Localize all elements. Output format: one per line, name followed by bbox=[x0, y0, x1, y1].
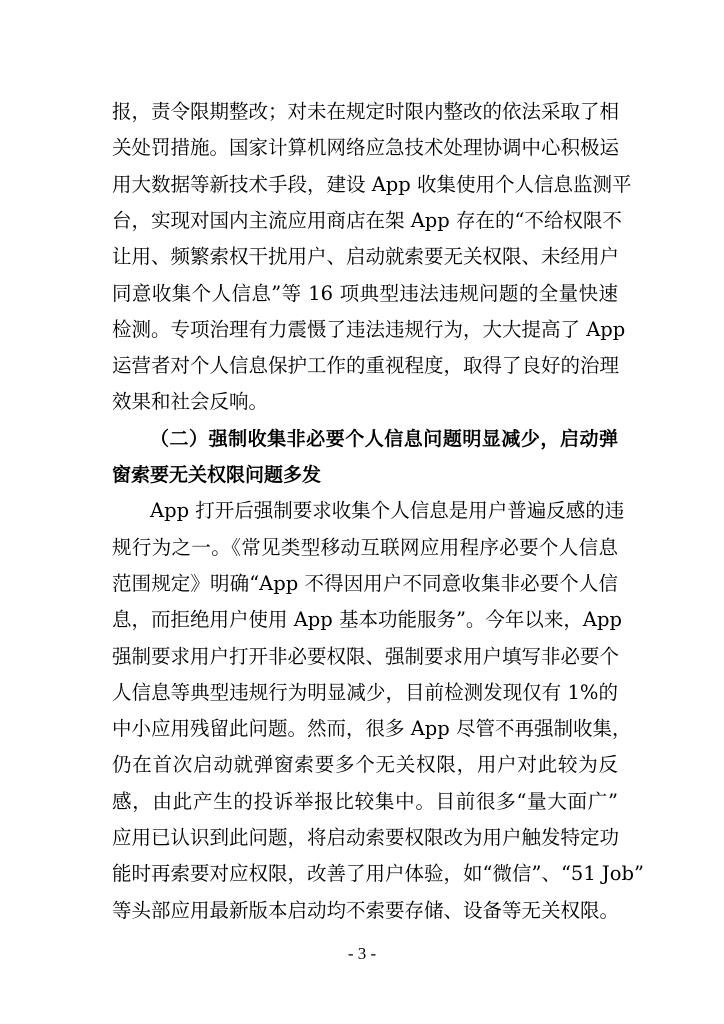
body-line: 中小应用残留此问题。然而，很多 App 尽管不再强制收集， bbox=[112, 717, 632, 741]
body-line: 人信息等典型违规行为明显减少，目前检测发现仅有 1%的 bbox=[112, 680, 618, 704]
body-line: 让用、频繁索权干扰用户、启动就索要无关权限、未经用户 bbox=[112, 245, 620, 269]
body-line: 规行为之一。《常见类型移动互联网应用程序必要个人信息 bbox=[112, 535, 618, 559]
body-line: 息，而拒绝用户使用 App 基本功能服务”。今年以来，App bbox=[112, 608, 622, 632]
body-line: 关处罚措施。国家计算机网络应急技术处理协调中心积极运 bbox=[112, 136, 620, 160]
section-heading-line: （二）强制收集非必要个人信息问题明显减少，启动弹 bbox=[150, 427, 618, 450]
body-line: 等头部应用最新版本启动均不索要存储、设备等无关权限。 bbox=[112, 898, 620, 922]
page-number: - 3 - bbox=[347, 944, 377, 963]
section-heading-line: 窗索要无关权限问题多发 bbox=[112, 464, 322, 486]
body-line: 强制要求用户打开非必要权限、强制要求用户填写非必要个 bbox=[112, 644, 620, 668]
body-line: 同意收集个人信息”等 16 项典型违法违规问题的全量快速 bbox=[112, 281, 618, 305]
body-line: 用大数据等新技术手段，建设 App 收集使用个人信息监测平 bbox=[112, 172, 632, 196]
body-line: 效果和社会反响。 bbox=[112, 390, 269, 414]
body-line: 报，责令限期整改；对未在规定时限内整改的依法采取了相 bbox=[112, 100, 620, 123]
body-line: 仍在首次启动就弹窗索要多个无关权限，用户对此较为反 bbox=[112, 753, 618, 777]
body-line: 范围规定》明确“App 不得因用户不同意收集非必要个人信 bbox=[112, 571, 618, 595]
body-line: 能时再索要对应权限，改善了用户体验，如“微信”、“51 Job” bbox=[112, 862, 644, 886]
body-line: 应用已认识到此问题，将启动索要权限改为用户触发特定功 bbox=[112, 826, 620, 849]
body-line: App 打开后强制要求收集个人信息是用户普遍反感的违 bbox=[150, 499, 625, 523]
body-line: 感，由此产生的投诉举报比较集中。目前很多“量大面广” bbox=[112, 789, 618, 813]
body-line: 检测。专项治理有力震慑了违法违规行为，大大提高了 App bbox=[112, 317, 626, 341]
body-line: 运营者对个人信息保护工作的重视程度，取得了良好的治理 bbox=[112, 354, 620, 378]
body-line: 台，实现对国内主流应用商店在架 App 存在的“不给权限不 bbox=[112, 208, 622, 232]
